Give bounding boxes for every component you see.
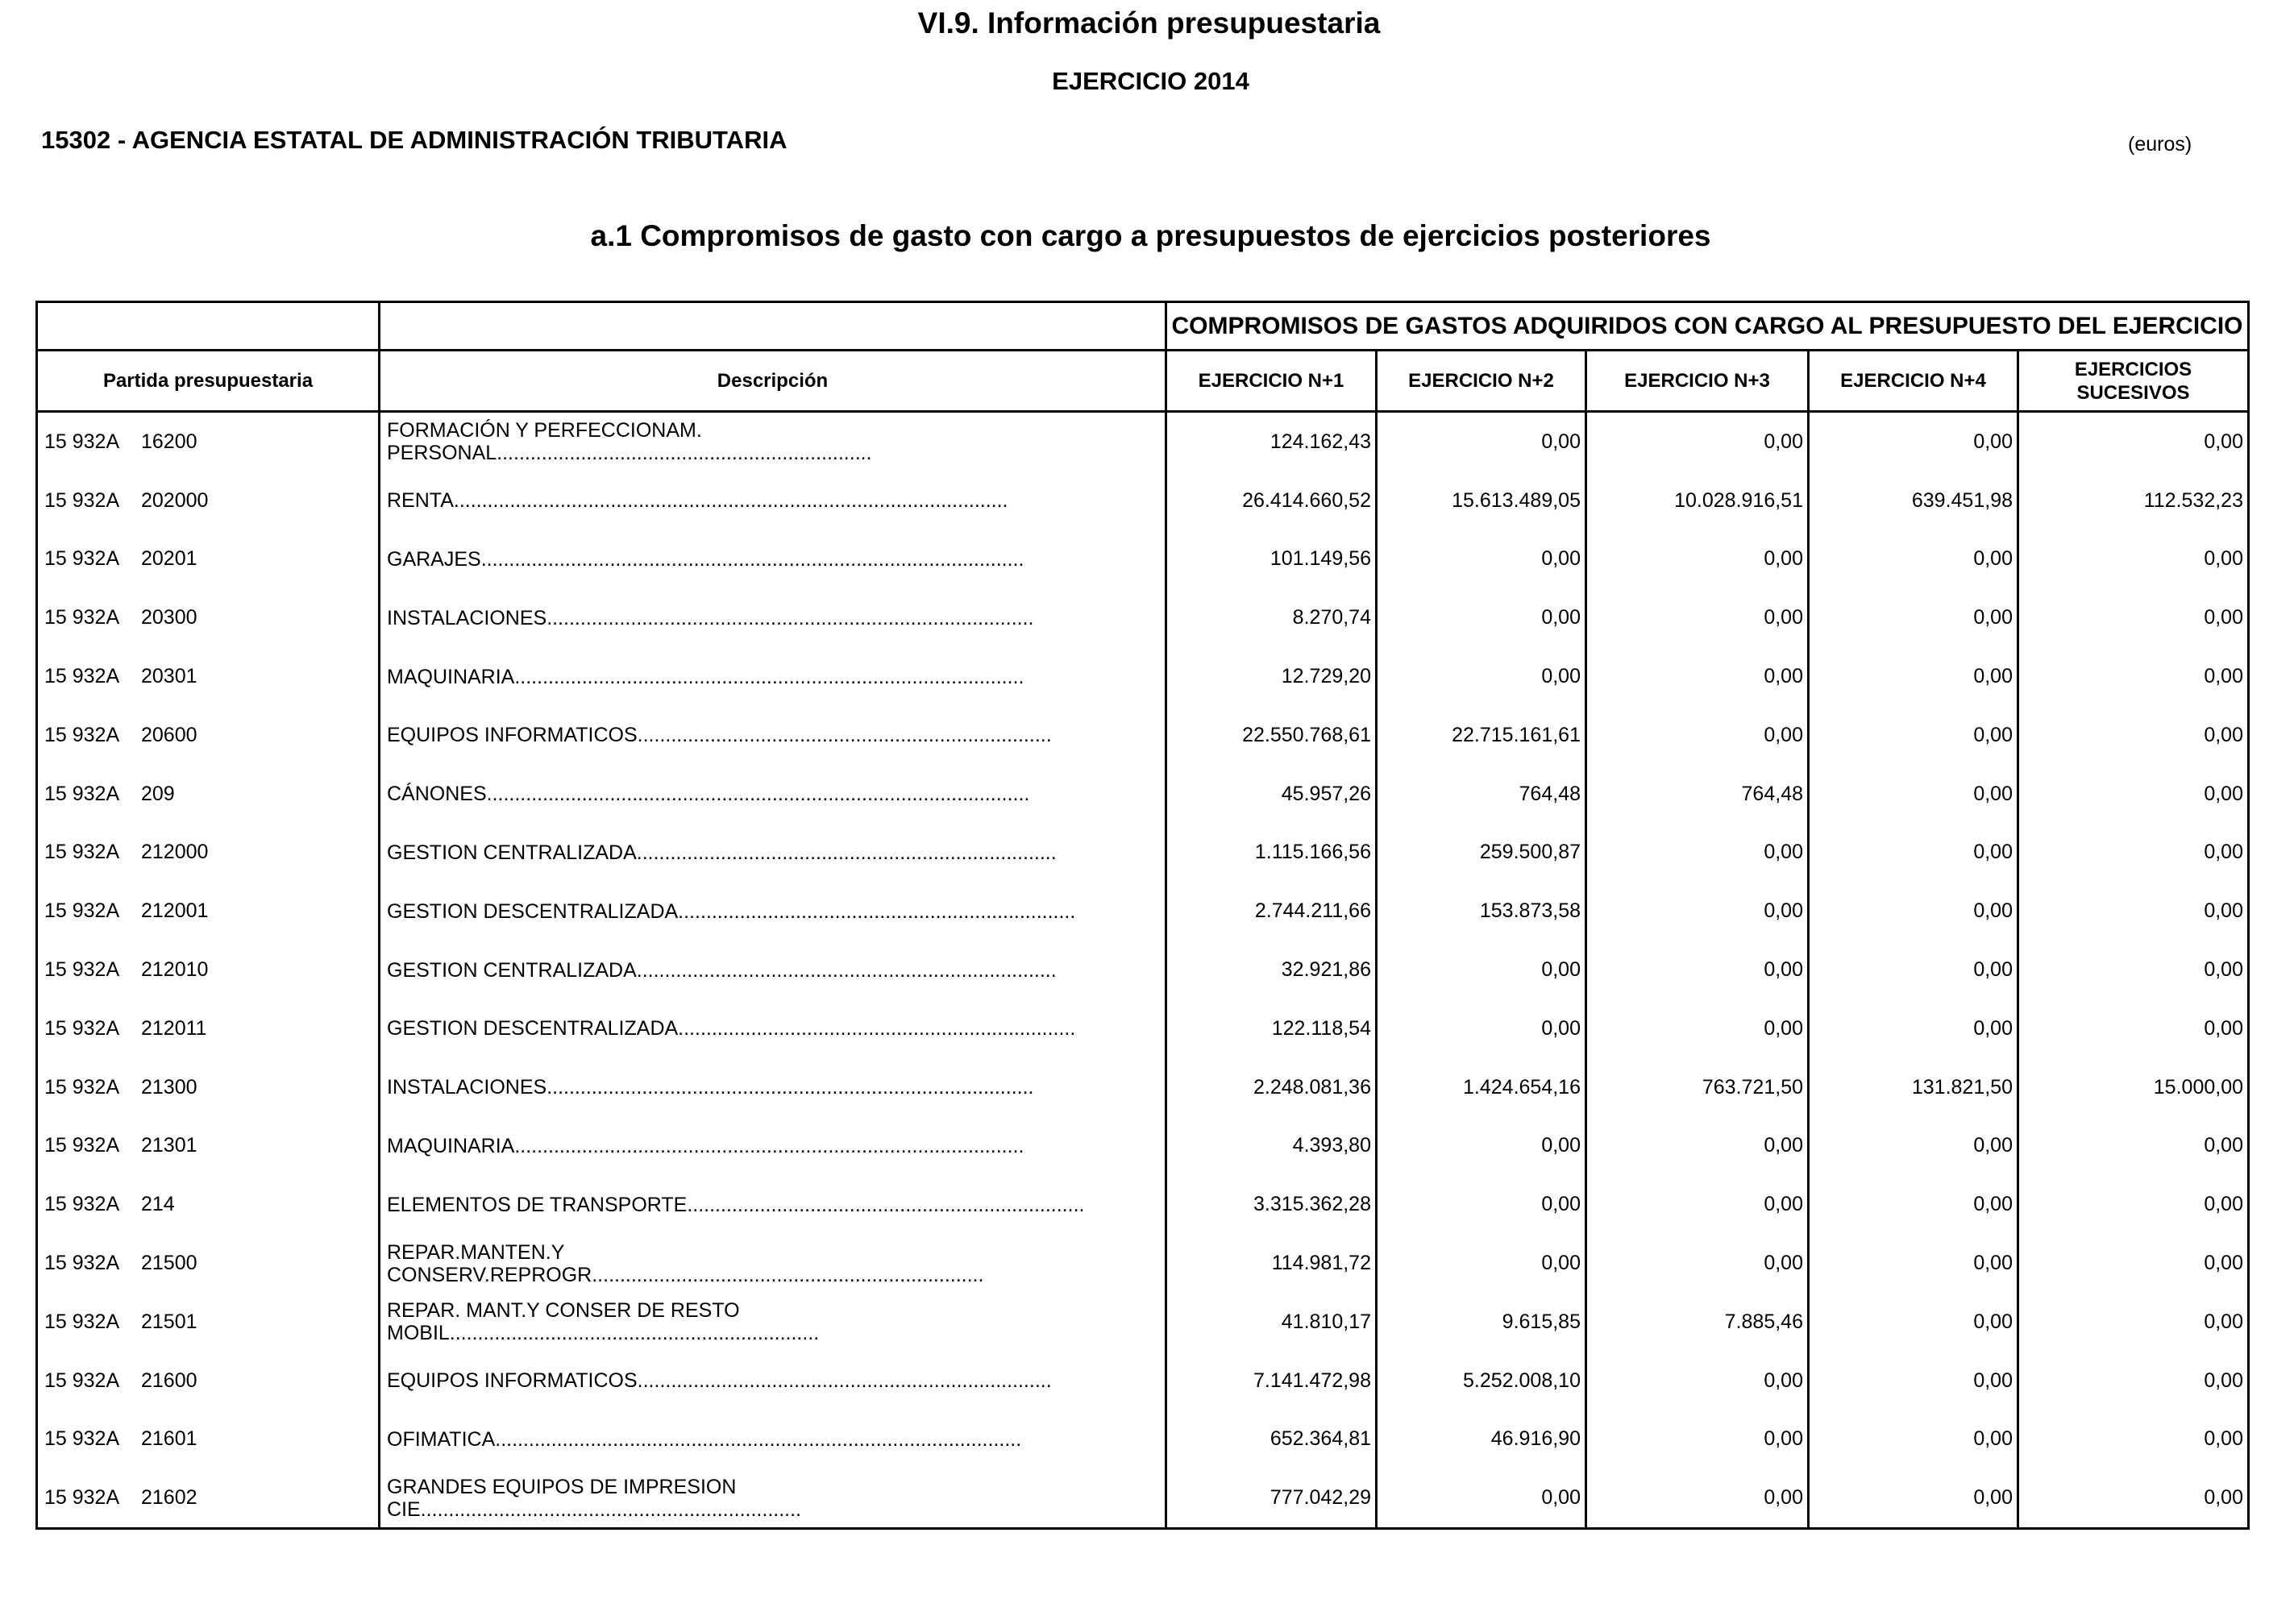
amount-n3: 0,00 bbox=[1586, 588, 1809, 647]
program-code: 15 932A bbox=[44, 1486, 120, 1510]
description-line-1: ELEMENTOS DE TRANSPORTE....................................................................... bbox=[387, 1193, 1085, 1216]
program-code: 15 932A bbox=[44, 1016, 120, 1040]
description-line-1: RENTA................................................................................................... bbox=[387, 489, 1008, 513]
partida-cell bbox=[37, 1234, 380, 1293]
budget-commitments-table bbox=[35, 301, 2250, 1530]
col-descripcion: Descripción bbox=[380, 351, 1166, 412]
description-line-1: INSTALACIONES....................................................................................... bbox=[387, 606, 1034, 629]
description-line-1: GESTION CENTRALIZADA........................................................................... bbox=[387, 841, 1057, 864]
description-line-1: OFIMATICA.............................................................................................. bbox=[387, 1427, 1022, 1451]
amount-n2: 22.715.161,61 bbox=[1377, 706, 1586, 765]
amount-n4: 0,00 bbox=[1809, 824, 2018, 883]
amount-n1: 8.270,74 bbox=[1166, 588, 1377, 647]
concept-code: 21601 bbox=[141, 1427, 197, 1451]
table-row bbox=[37, 999, 2249, 1058]
amount-n3: 763.721,50 bbox=[1586, 1058, 1809, 1117]
amount-n2: 15.613.489,05 bbox=[1377, 471, 1586, 530]
currency-units: (euros) bbox=[2128, 133, 2192, 156]
amount-n3: 0,00 bbox=[1586, 941, 1809, 999]
table-row bbox=[37, 412, 2249, 471]
program-code: 15 932A bbox=[44, 1252, 120, 1275]
group-header: COMPROMISOS DE GASTOS ADQUIRIDOS CON CARGO AL PRESUPUESTO DEL EJERCICIO bbox=[1166, 302, 2249, 351]
col-sucesivos bbox=[2018, 351, 2249, 412]
description-line-1: EQUIPOS INFORMATICOS.......................................................................... bbox=[387, 1369, 1052, 1393]
amount-n3: 0,00 bbox=[1586, 824, 1809, 883]
program-code: 15 932A bbox=[44, 488, 120, 512]
program-code: 15 932A bbox=[44, 1427, 120, 1451]
description-line-1: REPAR.MANTEN.Y bbox=[387, 1240, 565, 1264]
amount-n3: 0,00 bbox=[1586, 1234, 1809, 1293]
table-row bbox=[37, 588, 2249, 647]
description-line-1: MAQUINARIA........................................................................................... bbox=[387, 1134, 1024, 1157]
amount-n2: 259.500,87 bbox=[1377, 824, 1586, 883]
table-row bbox=[37, 1117, 2249, 1176]
description-line-1: CÁNONES................................................................................................. bbox=[387, 783, 1030, 806]
amount-n4: 0,00 bbox=[1809, 1117, 2018, 1176]
amount-n1: 12.729,20 bbox=[1166, 647, 1377, 706]
amount-sucesivos: 0,00 bbox=[2018, 412, 2249, 471]
table-row bbox=[37, 882, 2249, 941]
amount-n4: 131.821,50 bbox=[1809, 1058, 2018, 1117]
program-code: 15 932A bbox=[44, 958, 120, 982]
amount-sucesivos: 0,00 bbox=[2018, 706, 2249, 765]
amount-n1: 1.115.166,56 bbox=[1166, 824, 1377, 883]
amount-n2: 9.615,85 bbox=[1377, 1293, 1586, 1352]
amount-n2: 153.873,58 bbox=[1377, 882, 1586, 941]
program-code: 15 932A bbox=[44, 1134, 120, 1157]
col-partida: Partida presupuestaria bbox=[37, 351, 380, 412]
amount-n4: 0,00 bbox=[1809, 1410, 2018, 1469]
description-cell bbox=[380, 1468, 1166, 1528]
description-cell bbox=[380, 824, 1166, 883]
amount-n3: 0,00 bbox=[1586, 999, 1809, 1058]
concept-code: 209 bbox=[141, 782, 175, 805]
description-line-2: CONSERV.REPROGR...................................................................... bbox=[387, 1263, 984, 1286]
amount-n1: 4.393,80 bbox=[1166, 1117, 1377, 1176]
description-cell bbox=[380, 1352, 1166, 1410]
amount-n3: 10.028.916,51 bbox=[1586, 471, 1809, 530]
concept-code: 16200 bbox=[141, 430, 197, 453]
amount-n2: 0,00 bbox=[1377, 647, 1586, 706]
program-code: 15 932A bbox=[44, 1369, 120, 1392]
concept-code: 20201 bbox=[141, 547, 197, 571]
amount-n3: 764,48 bbox=[1586, 765, 1809, 824]
table-row bbox=[37, 765, 2249, 824]
amount-sucesivos: 0,00 bbox=[2018, 765, 2249, 824]
amount-n2: 5.252.008,10 bbox=[1377, 1352, 1586, 1410]
concept-code: 212011 bbox=[141, 1016, 207, 1040]
concept-code: 214 bbox=[141, 1193, 175, 1216]
amount-n3: 0,00 bbox=[1586, 1410, 1809, 1469]
program-code: 15 932A bbox=[44, 606, 120, 629]
amount-n1: 777.042,29 bbox=[1166, 1468, 1377, 1528]
amount-n2: 0,00 bbox=[1377, 530, 1586, 589]
table-row bbox=[37, 1468, 2249, 1528]
col-sucesivos-line2: SUCESIVOS bbox=[2076, 381, 2190, 404]
description-line-1: REPAR. MANT.Y CONSER DE RESTO bbox=[387, 1299, 740, 1323]
amount-n3: 0,00 bbox=[1586, 706, 1809, 765]
program-code: 15 932A bbox=[44, 547, 120, 571]
amount-n4: 0,00 bbox=[1809, 999, 2018, 1058]
amount-n4: 0,00 bbox=[1809, 706, 2018, 765]
program-code: 15 932A bbox=[44, 1310, 120, 1333]
table-row bbox=[37, 1410, 2249, 1469]
amount-n4: 0,00 bbox=[1809, 1468, 2018, 1528]
amount-n4: 0,00 bbox=[1809, 412, 2018, 471]
description-cell bbox=[380, 882, 1166, 941]
table-row bbox=[37, 530, 2249, 589]
amount-n1: 22.550.768,61 bbox=[1166, 706, 1377, 765]
amount-n4: 0,00 bbox=[1809, 1175, 2018, 1234]
amount-n4: 0,00 bbox=[1809, 530, 2018, 589]
amount-sucesivos: 0,00 bbox=[2018, 588, 2249, 647]
col-sucesivos-line1: EJERCICIOS bbox=[2074, 358, 2192, 380]
amount-sucesivos: 0,00 bbox=[2018, 941, 2249, 999]
concept-code: 21301 bbox=[141, 1134, 197, 1157]
partida-cell bbox=[37, 999, 380, 1058]
amount-n2: 0,00 bbox=[1377, 999, 1586, 1058]
amount-n2: 46.916,90 bbox=[1377, 1410, 1586, 1469]
description-cell bbox=[380, 1058, 1166, 1117]
description-line-1: GRANDES EQUIPOS DE IMPRESION bbox=[387, 1475, 737, 1498]
description-cell bbox=[380, 588, 1166, 647]
partida-cell bbox=[37, 1468, 380, 1528]
amount-n4: 0,00 bbox=[1809, 1352, 2018, 1410]
concept-code: 21500 bbox=[141, 1252, 197, 1275]
description-line-1: MAQUINARIA........................................................................................... bbox=[387, 665, 1024, 688]
amount-n3: 0,00 bbox=[1586, 882, 1809, 941]
amount-n1: 2.744.211,66 bbox=[1166, 882, 1377, 941]
partida-cell bbox=[37, 471, 380, 530]
partida-cell bbox=[37, 765, 380, 824]
fiscal-year: EJERCICIO 2014 bbox=[1052, 67, 1249, 95]
amount-n2: 1.424.654,16 bbox=[1377, 1058, 1586, 1117]
amount-n3: 0,00 bbox=[1586, 1468, 1809, 1528]
col-n3: EJERCICIO N+3 bbox=[1586, 351, 1809, 412]
amount-n1: 45.957,26 bbox=[1166, 765, 1377, 824]
amount-n2: 0,00 bbox=[1377, 1117, 1586, 1176]
description-line-1: FORMACIÓN Y PERFECCIONAM. bbox=[387, 419, 702, 442]
description-cell bbox=[380, 471, 1166, 530]
table-row bbox=[37, 1352, 2249, 1410]
description-cell bbox=[380, 530, 1166, 589]
amount-sucesivos: 15.000,00 bbox=[2018, 1058, 2249, 1117]
description-line-2: MOBIL.................................................................. bbox=[387, 1322, 820, 1345]
amount-n2: 0,00 bbox=[1377, 1234, 1586, 1293]
table-row bbox=[37, 1175, 2249, 1234]
concept-code: 21600 bbox=[141, 1369, 197, 1392]
amount-n4: 0,00 bbox=[1809, 941, 2018, 999]
col-n4: EJERCICIO N+4 bbox=[1809, 351, 2018, 412]
description-cell bbox=[380, 999, 1166, 1058]
description-line-1: GESTION CENTRALIZADA........................................................................... bbox=[387, 958, 1057, 982]
amount-sucesivos: 112.532,23 bbox=[2018, 471, 2249, 530]
amount-n1: 124.162,43 bbox=[1166, 412, 1377, 471]
description-line-1: GESTION DESCENTRALIZADA....................................................................... bbox=[387, 899, 1076, 923]
partida-cell bbox=[37, 824, 380, 883]
partida-cell bbox=[37, 1058, 380, 1117]
partida-cell bbox=[37, 1175, 380, 1234]
description-line-1: GESTION DESCENTRALIZADA....................................................................... bbox=[387, 1017, 1076, 1040]
program-code: 15 932A bbox=[44, 1075, 120, 1099]
program-code: 15 932A bbox=[44, 665, 120, 688]
amount-n4: 0,00 bbox=[1809, 1234, 2018, 1293]
program-code: 15 932A bbox=[44, 1193, 120, 1216]
amount-n1: 3.315.362,28 bbox=[1166, 1175, 1377, 1234]
amount-n2: 0,00 bbox=[1377, 412, 1586, 471]
description-cell bbox=[380, 647, 1166, 706]
amount-sucesivos: 0,00 bbox=[2018, 824, 2249, 883]
description-line-1: EQUIPOS INFORMATICOS.......................................................................... bbox=[387, 724, 1052, 747]
amount-n1: 2.248.081,36 bbox=[1166, 1058, 1377, 1117]
partida-cell bbox=[37, 412, 380, 471]
amount-sucesivos: 0,00 bbox=[2018, 1117, 2249, 1176]
description-cell bbox=[380, 765, 1166, 824]
amount-n2: 764,48 bbox=[1377, 765, 1586, 824]
amount-n1: 114.981,72 bbox=[1166, 1234, 1377, 1293]
description-cell bbox=[380, 1234, 1166, 1293]
amount-sucesivos: 0,00 bbox=[2018, 1293, 2249, 1352]
concept-code: 21602 bbox=[141, 1486, 197, 1510]
description-cell bbox=[380, 1175, 1166, 1234]
table-body bbox=[37, 412, 2249, 1529]
header-blank-partida bbox=[37, 302, 380, 351]
table-row bbox=[37, 471, 2249, 530]
description-cell bbox=[380, 1293, 1166, 1352]
partida-cell bbox=[37, 1117, 380, 1176]
concept-code: 20300 bbox=[141, 606, 197, 629]
concept-code: 202000 bbox=[141, 488, 209, 512]
concept-code: 212010 bbox=[141, 958, 209, 982]
description-line-1: INSTALACIONES....................................................................................... bbox=[387, 1076, 1034, 1099]
amount-n1: 122.118,54 bbox=[1166, 999, 1377, 1058]
amount-n4: 639.451,98 bbox=[1809, 471, 2018, 530]
amount-n3: 0,00 bbox=[1586, 647, 1809, 706]
table-row bbox=[37, 1234, 2249, 1293]
amount-sucesivos: 0,00 bbox=[2018, 1352, 2249, 1410]
partida-cell bbox=[37, 941, 380, 999]
program-code: 15 932A bbox=[44, 723, 120, 746]
header-blank-descripcion bbox=[380, 302, 1166, 351]
amount-n4: 0,00 bbox=[1809, 647, 2018, 706]
amount-n2: 0,00 bbox=[1377, 588, 1586, 647]
partida-cell bbox=[37, 588, 380, 647]
amount-sucesivos: 0,00 bbox=[2018, 647, 2249, 706]
amount-n1: 26.414.660,52 bbox=[1166, 471, 1377, 530]
table-row bbox=[37, 824, 2249, 883]
amount-n3: 0,00 bbox=[1586, 1175, 1809, 1234]
amount-sucesivos: 0,00 bbox=[2018, 1234, 2249, 1293]
partida-cell bbox=[37, 1293, 380, 1352]
description-cell bbox=[380, 941, 1166, 999]
table-row bbox=[37, 1293, 2249, 1352]
concept-code: 212000 bbox=[141, 841, 209, 864]
amount-n3: 0,00 bbox=[1586, 1352, 1809, 1410]
partida-cell bbox=[37, 882, 380, 941]
table-row bbox=[37, 706, 2249, 765]
concept-code: 20600 bbox=[141, 723, 197, 746]
amount-n3: 0,00 bbox=[1586, 1117, 1809, 1176]
program-code: 15 932A bbox=[44, 430, 120, 453]
concept-code: 212001 bbox=[141, 899, 209, 923]
amount-n2: 0,00 bbox=[1377, 1468, 1586, 1528]
description-cell bbox=[380, 706, 1166, 765]
description-cell bbox=[380, 1410, 1166, 1469]
amount-n1: 652.364,81 bbox=[1166, 1410, 1377, 1469]
amount-sucesivos: 0,00 bbox=[2018, 1468, 2249, 1528]
col-n2: EJERCICIO N+2 bbox=[1377, 351, 1586, 412]
description-line-2: CIE.................................................................... bbox=[387, 1497, 801, 1521]
description-line-1: GARAJES................................................................................................. bbox=[387, 547, 1024, 571]
organism-name: 15302 - AGENCIA ESTATAL DE ADMINISTRACIÓN TRIBUTARIA bbox=[41, 126, 788, 154]
group-header-row bbox=[37, 302, 2249, 351]
table-row bbox=[37, 1058, 2249, 1117]
amount-sucesivos: 0,00 bbox=[2018, 882, 2249, 941]
amount-n3: 0,00 bbox=[1586, 412, 1809, 471]
amount-n1: 7.141.472,98 bbox=[1166, 1352, 1377, 1410]
amount-n2: 0,00 bbox=[1377, 1175, 1586, 1234]
amount-n1: 101.149,56 bbox=[1166, 530, 1377, 589]
amount-n4: 0,00 bbox=[1809, 1293, 2018, 1352]
amount-n4: 0,00 bbox=[1809, 588, 2018, 647]
amount-sucesivos: 0,00 bbox=[2018, 1175, 2249, 1234]
program-code: 15 932A bbox=[44, 782, 120, 805]
concept-code: 20301 bbox=[141, 665, 197, 688]
amount-n1: 32.921,86 bbox=[1166, 941, 1377, 999]
section-title: a.1 Compromisos de gasto con cargo a presupuestos de ejercicios posteriores bbox=[590, 219, 1711, 252]
amount-n3: 0,00 bbox=[1586, 530, 1809, 589]
amount-n1: 41.810,17 bbox=[1166, 1293, 1377, 1352]
partida-cell bbox=[37, 706, 380, 765]
amount-sucesivos: 0,00 bbox=[2018, 999, 2249, 1058]
partida-cell bbox=[37, 647, 380, 706]
amount-n4: 0,00 bbox=[1809, 765, 2018, 824]
amount-n2: 0,00 bbox=[1377, 941, 1586, 999]
description-cell bbox=[380, 1117, 1166, 1176]
program-code: 15 932A bbox=[44, 841, 120, 864]
concept-code: 21501 bbox=[141, 1310, 197, 1333]
amount-n4: 0,00 bbox=[1809, 882, 2018, 941]
amount-sucesivos: 0,00 bbox=[2018, 530, 2249, 589]
col-n1: EJERCICIO N+1 bbox=[1166, 351, 1377, 412]
description-line-2: PERSONAL................................................................... bbox=[387, 442, 872, 465]
table-row bbox=[37, 941, 2249, 999]
concept-code: 21300 bbox=[141, 1075, 197, 1099]
amount-sucesivos: 0,00 bbox=[2018, 1410, 2249, 1469]
partida-cell bbox=[37, 530, 380, 589]
program-code: 15 932A bbox=[44, 899, 120, 923]
partida-cell bbox=[37, 1352, 380, 1410]
amount-n3: 7.885,46 bbox=[1586, 1293, 1809, 1352]
column-header-row bbox=[37, 351, 2249, 412]
description-cell bbox=[380, 412, 1166, 471]
partida-cell bbox=[37, 1410, 380, 1469]
table-row bbox=[37, 647, 2249, 706]
page-title: VI.9. Información presupuestaria bbox=[917, 6, 1381, 39]
